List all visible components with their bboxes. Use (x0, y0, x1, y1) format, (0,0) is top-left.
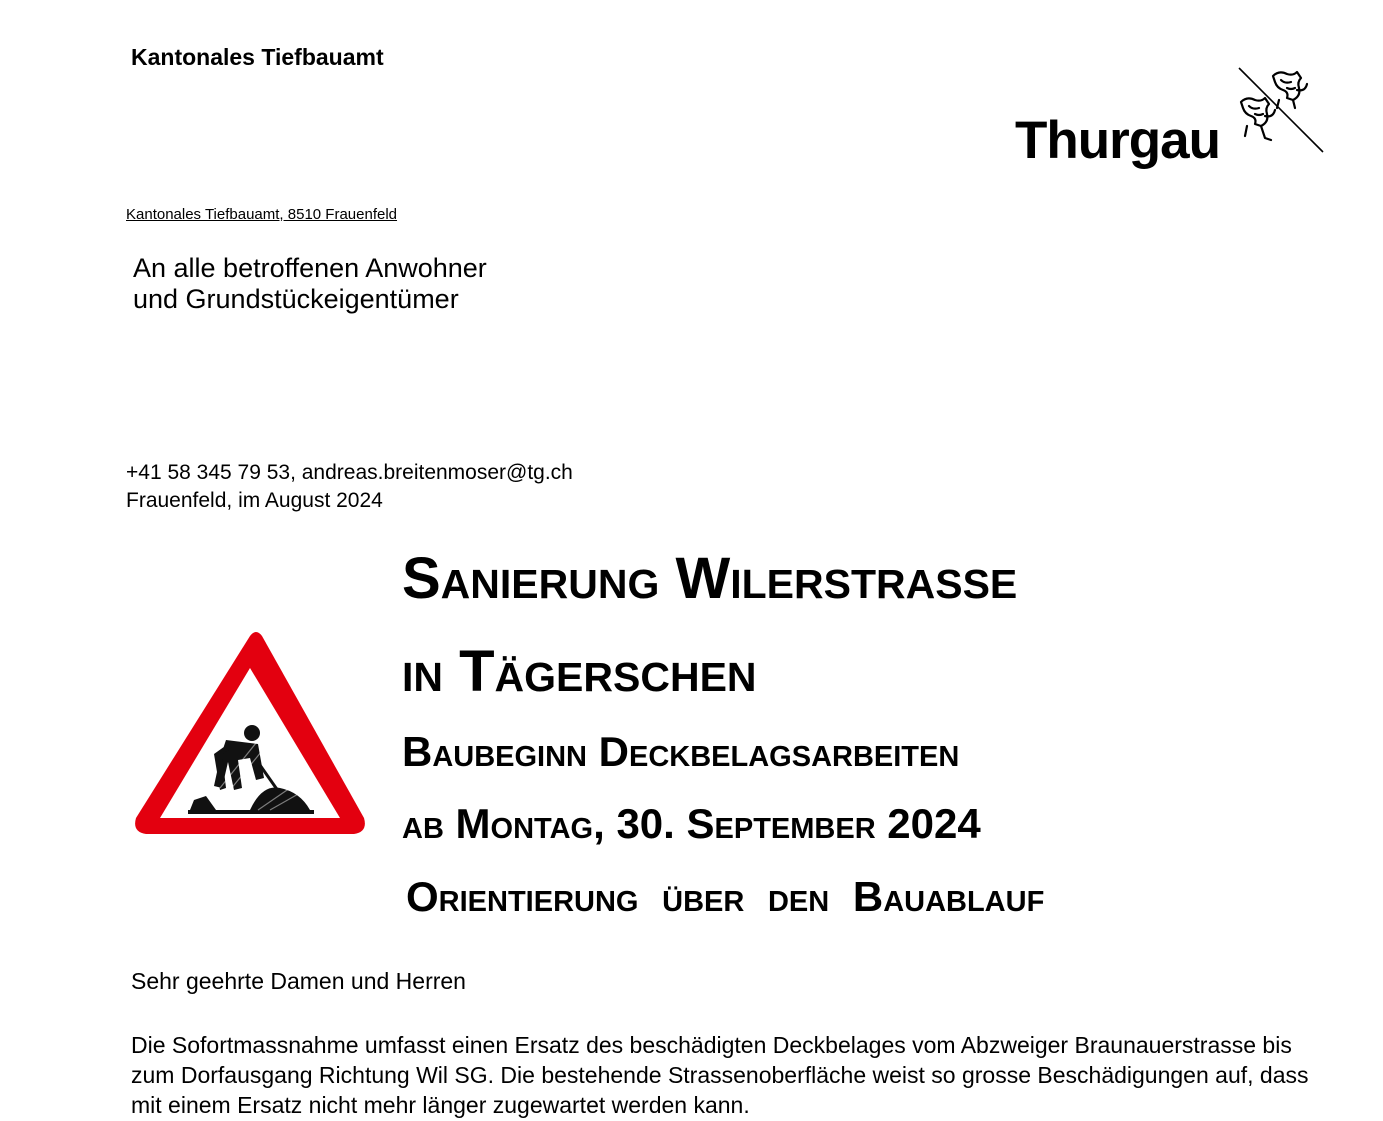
subtitle-line-1: Baubeginn Deckbelagsarbeiten (402, 728, 960, 775)
roadworks-warning-sign-icon (130, 628, 370, 842)
thurgau-logo (1015, 66, 1335, 181)
contact-phone-email: +41 58 345 79 53, andreas.breitenmoser@tg.ch (126, 461, 573, 484)
title-line-1: Sanierung Wilerstrasse (402, 546, 1018, 611)
sender-organization: Kantonales Tiefbauamt (131, 44, 384, 70)
recipient-line-2: und Grundstückeigentümer (133, 284, 459, 314)
place-date: Frauenfeld, im August 2024 (126, 489, 383, 512)
subtitle-line-3: Orientierung über den Bauablauf (406, 873, 1045, 920)
return-address: Kantonales Tiefbauamt, 8510 Frauenfeld (126, 206, 398, 223)
subtitle-line-2: ab Montag, 30. September 2024 (402, 800, 981, 847)
body-paragraph: Die Sofortmassnahme umfasst einen Ersatz des beschädigten Deckbelages vom Abzweiger Braunauerstrasse bis zum Dorfausgang Richtung Wil SG. Die bestehende Strassenoberfläche weist so grosse Beschädigungen auf, dass mit einem Ersatz nicht mehr länger zugewartet werden kann. (131, 1032, 1309, 1118)
recipient-line-1: An alle betroffenen Anwohner (133, 253, 487, 283)
title-line-2: in Tägerschen (402, 639, 757, 704)
salutation: Sehr geehrte Damen und Herren (131, 968, 466, 994)
recipient-block (133, 253, 487, 315)
logo-wordmark: Thurgau (1015, 111, 1220, 170)
thurgau-lions-coat-of-arms-icon (1235, 66, 1325, 156)
contact-block (126, 459, 573, 515)
